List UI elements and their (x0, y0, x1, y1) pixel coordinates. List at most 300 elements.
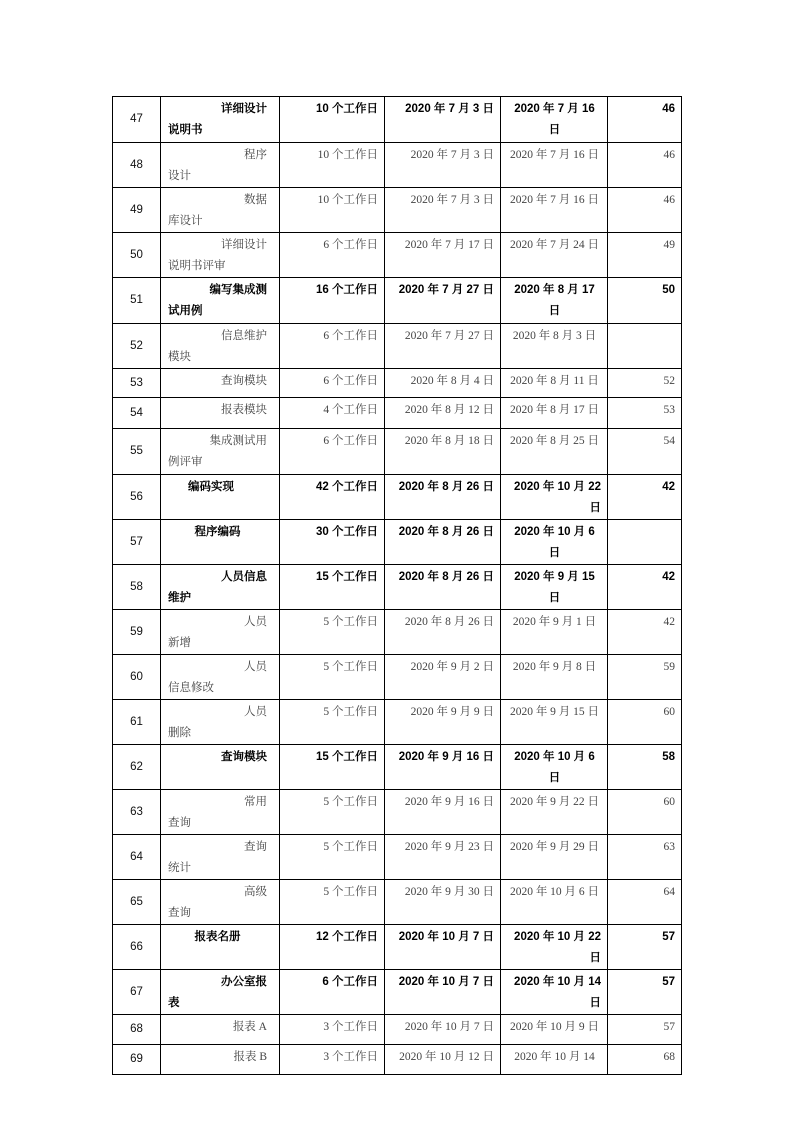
task-name-line2: 模块 (168, 351, 191, 363)
start-date: 2020 年 7 月 3 日 (405, 103, 494, 115)
task-id: 53 (130, 376, 143, 389)
task-name-line1: 详细设计 (221, 239, 267, 251)
task-name-line1: 人员 (244, 616, 267, 628)
end-date: 2020 年 8 月 3 日 (512, 330, 597, 342)
start-date-cell (385, 655, 501, 700)
predecessor: 49 (663, 239, 675, 251)
duration-cell (280, 610, 385, 655)
task-id: 55 (130, 445, 143, 457)
end-date: 2020 年 10 月 14 (514, 1051, 595, 1063)
start-date: 2020 年 9 月 9 日 (410, 706, 494, 718)
task-name-line1: 人员信息 (221, 571, 267, 583)
task-id-cell (113, 188, 161, 233)
end-date-wrap: 日 (589, 952, 601, 964)
duration-cell (280, 475, 385, 520)
duration: 15 个工作日 (316, 571, 378, 583)
task-name-cell (161, 520, 280, 565)
predecessor: 64 (663, 886, 675, 898)
task-id: 64 (130, 850, 143, 863)
task-name-line2: 查询 (168, 817, 191, 829)
end-date-cell (501, 475, 608, 520)
task-id-cell (113, 520, 161, 565)
start-date: 2020 年 9 月 30 日 (404, 886, 494, 898)
predecessor-cell (608, 835, 682, 880)
task-name-cell (161, 925, 280, 970)
start-date: 2020 年 9 月 16 日 (404, 796, 494, 808)
predecessor: 68 (663, 1051, 675, 1063)
predecessor: 57 (662, 931, 675, 943)
task-name-line1: 报表模块 (221, 404, 267, 416)
predecessor-cell (608, 233, 682, 278)
table-row (113, 880, 682, 925)
task-name-line1: 集成测试用 (209, 435, 267, 447)
task-id: 61 (130, 715, 143, 728)
task-id-cell (113, 610, 161, 655)
task-id-cell (113, 475, 161, 520)
duration-cell (280, 369, 385, 398)
duration: 5 个工作日 (323, 661, 378, 673)
predecessor-cell (608, 143, 682, 188)
end-date-cell (501, 610, 608, 655)
duration-cell (280, 188, 385, 233)
start-date-cell (385, 835, 501, 880)
end-date: 2020 年 10 月 6 日 (514, 526, 595, 559)
task-name-line1: 人员 (244, 706, 267, 718)
task-name-line1: 办公室报 (221, 976, 267, 988)
table-row (113, 369, 682, 398)
start-date: 2020 年 10 月 12 日 (399, 1051, 494, 1063)
end-date-cell (501, 97, 608, 143)
end-date-cell (501, 369, 608, 398)
predecessor-cell (608, 369, 682, 398)
duration-cell (280, 97, 385, 143)
duration: 5 个工作日 (323, 706, 378, 718)
task-name-line1: 详细设计 (221, 103, 267, 115)
task-id: 48 (130, 158, 143, 171)
task-id-cell (113, 880, 161, 925)
task-id-cell (113, 143, 161, 188)
table-row (113, 324, 682, 369)
task-id: 50 (130, 248, 143, 261)
task-id-cell (113, 970, 161, 1015)
predecessor-cell (608, 188, 682, 233)
task-id-cell (113, 233, 161, 278)
table-row (113, 835, 682, 880)
predecessor-cell (608, 970, 682, 1015)
duration: 6 个工作日 (323, 330, 378, 342)
end-date-cell (501, 970, 608, 1015)
table-row (113, 398, 682, 429)
start-date: 2020 年 9 月 16 日 (398, 751, 494, 763)
task-name-line1: 查询模块 (221, 751, 267, 763)
predecessor-cell (608, 97, 682, 143)
task-id-cell (113, 700, 161, 745)
task-id-cell (113, 745, 161, 790)
predecessor (608, 324, 681, 326)
duration: 10 个工作日 (317, 149, 378, 161)
end-date-cell (501, 880, 608, 925)
task-schedule-table (112, 96, 682, 1075)
start-date: 2020 年 10 月 7 日 (398, 976, 494, 988)
predecessor: 42 (662, 481, 675, 493)
end-date-cell (501, 700, 608, 745)
start-date: 2020 年 9 月 2 日 (410, 661, 494, 673)
predecessor-cell (608, 700, 682, 745)
table-row (113, 925, 682, 970)
task-id: 52 (130, 339, 143, 352)
end-date-cell (501, 1015, 608, 1045)
task-name-line2: 新增 (168, 637, 191, 649)
task-name-cell (161, 143, 280, 188)
end-date-cell (501, 143, 608, 188)
task-name-line1: 报表名册 (194, 931, 241, 943)
table-row (113, 278, 682, 324)
duration: 3 个工作日 (323, 1021, 378, 1033)
predecessor: 46 (663, 194, 675, 206)
task-id: 49 (130, 203, 143, 216)
task-table-body (113, 97, 682, 1075)
start-date: 2020 年 9 月 23 日 (404, 841, 494, 853)
task-name-cell (161, 700, 280, 745)
task-id: 57 (130, 535, 143, 548)
task-name-cell (161, 745, 280, 790)
start-date-cell (385, 745, 501, 790)
end-date-wrap: 日 (589, 502, 601, 514)
start-date-cell (385, 143, 501, 188)
duration: 10 个工作日 (316, 103, 378, 115)
predecessor: 52 (663, 375, 675, 387)
task-name-line2: 删除 (168, 727, 191, 739)
task-id: 59 (130, 625, 143, 638)
table-row (113, 610, 682, 655)
start-date: 2020 年 8 月 4 日 (410, 375, 494, 387)
task-name-line2: 库设计 (168, 215, 203, 227)
start-date-cell (385, 610, 501, 655)
task-name-line2: 例评审 (168, 456, 203, 468)
task-name-line1: 高级 (244, 886, 267, 898)
task-name-cell (161, 880, 280, 925)
duration: 6 个工作日 (322, 976, 378, 988)
duration-cell (280, 655, 385, 700)
predecessor-cell (608, 278, 682, 324)
end-date: 2020 年 10 月 22 (514, 931, 601, 943)
start-date: 2020 年 7 月 27 日 (398, 284, 494, 296)
task-id-cell (113, 655, 161, 700)
duration: 16 个工作日 (316, 284, 378, 296)
duration-cell (280, 745, 385, 790)
end-date-cell (501, 429, 608, 475)
start-date: 2020 年 8 月 26 日 (398, 481, 494, 493)
duration: 3 个工作日 (323, 1051, 378, 1063)
table-row (113, 700, 682, 745)
table-row (113, 745, 682, 790)
start-date-cell (385, 97, 501, 143)
table-row (113, 790, 682, 835)
task-name-cell (161, 369, 280, 398)
task-id: 68 (130, 1023, 143, 1035)
start-date-cell (385, 278, 501, 324)
task-name-cell (161, 790, 280, 835)
end-date-cell (501, 1045, 608, 1075)
task-name-line1: 程序编码 (194, 526, 241, 538)
end-date-cell (501, 398, 608, 429)
start-date-cell (385, 369, 501, 398)
end-date: 2020 年 7 月 16 日 (509, 194, 600, 206)
task-id: 58 (130, 580, 143, 593)
start-date: 2020 年 8 月 26 日 (398, 526, 494, 538)
predecessor: 60 (663, 796, 675, 808)
task-name-line2: 信息修改 (168, 682, 214, 694)
task-id: 54 (130, 406, 143, 419)
task-id-cell (113, 97, 161, 143)
predecessor: 42 (663, 616, 675, 628)
table-row (113, 565, 682, 610)
start-date-cell (385, 188, 501, 233)
end-date-cell (501, 278, 608, 324)
task-id-cell (113, 398, 161, 429)
task-name-line1: 程序 (244, 149, 267, 161)
start-date-cell (385, 324, 501, 369)
end-date: 2020 年 7 月 24 日 (509, 239, 600, 251)
start-date: 2020 年 7 月 27 日 (404, 330, 494, 342)
task-id-cell (113, 278, 161, 324)
start-date-cell (385, 700, 501, 745)
end-date-cell (501, 745, 608, 790)
duration-cell (280, 520, 385, 565)
table-row (113, 475, 682, 520)
start-date: 2020 年 8 月 26 日 (404, 616, 494, 628)
start-date: 2020 年 10 月 7 日 (404, 1021, 494, 1033)
task-id-cell (113, 565, 161, 610)
predecessor: 42 (662, 571, 675, 583)
start-date-cell (385, 475, 501, 520)
task-name-line2: 表 (168, 997, 180, 1009)
duration-cell (280, 880, 385, 925)
duration: 6 个工作日 (323, 239, 378, 251)
task-name-line2: 设计 (168, 170, 191, 182)
duration: 30 个工作日 (316, 526, 378, 538)
table-row (113, 1045, 682, 1075)
start-date-cell (385, 520, 501, 565)
end-date: 2020 年 9 月 15 日 (514, 571, 595, 604)
end-date: 2020 年 8 月 17 日 (509, 404, 600, 416)
task-name-cell (161, 398, 280, 429)
predecessor-cell (608, 475, 682, 520)
task-id-cell (113, 835, 161, 880)
predecessor (608, 520, 681, 522)
end-date: 2020 年 10 月 14 (514, 976, 601, 988)
predecessor-cell (608, 655, 682, 700)
task-name-line2: 说明书评审 (168, 260, 226, 272)
task-name-cell (161, 655, 280, 700)
task-name-line2: 统计 (168, 862, 191, 874)
task-name-cell (161, 233, 280, 278)
table-row (113, 970, 682, 1015)
task-id: 47 (130, 113, 143, 125)
start-date-cell (385, 790, 501, 835)
end-date-cell (501, 324, 608, 369)
end-date-wrap: 日 (589, 997, 601, 1009)
predecessor-cell (608, 520, 682, 565)
task-name-cell (161, 429, 280, 475)
table-row (113, 655, 682, 700)
task-name-line1: 数据 (244, 194, 267, 206)
task-id: 60 (130, 670, 143, 683)
predecessor: 53 (663, 404, 675, 416)
duration-cell (280, 1045, 385, 1075)
task-name-line2: 维护 (168, 592, 191, 604)
duration-cell (280, 233, 385, 278)
task-id-cell (113, 369, 161, 398)
start-date: 2020 年 8 月 18 日 (404, 435, 494, 447)
task-name-cell (161, 970, 280, 1015)
end-date: 2020 年 9 月 29 日 (509, 841, 600, 853)
predecessor: 60 (663, 706, 675, 718)
task-name-line2: 说明书 (168, 124, 203, 136)
end-date-cell (501, 925, 608, 970)
task-id: 66 (130, 940, 143, 953)
end-date-cell (501, 565, 608, 610)
task-id-cell (113, 925, 161, 970)
duration: 15 个工作日 (316, 751, 378, 763)
end-date: 2020 年 10 月 22 (514, 481, 601, 493)
duration-cell (280, 429, 385, 475)
task-id-cell (113, 324, 161, 369)
duration-cell (280, 324, 385, 369)
predecessor-cell (608, 880, 682, 925)
task-id-cell (113, 1015, 161, 1045)
start-date-cell (385, 1045, 501, 1075)
task-name-line1: 常用 (244, 796, 267, 808)
duration: 10 个工作日 (317, 194, 378, 206)
predecessor: 63 (663, 841, 675, 853)
task-id: 51 (130, 294, 143, 306)
task-id-cell (113, 790, 161, 835)
predecessor-cell (608, 324, 682, 369)
duration-cell (280, 790, 385, 835)
predecessor: 58 (662, 751, 675, 763)
start-date-cell (385, 1015, 501, 1045)
end-date: 2020 年 9 月 8 日 (512, 661, 597, 673)
task-id: 56 (130, 490, 143, 503)
duration: 6 个工作日 (323, 375, 378, 387)
task-name-line1: 报表 A (232, 1021, 267, 1033)
duration-cell (280, 1015, 385, 1045)
task-id-cell (113, 429, 161, 475)
predecessor: 54 (663, 435, 675, 447)
predecessor: 50 (662, 284, 675, 296)
end-date: 2020 年 10 月 6 日 (514, 751, 595, 784)
start-date: 2020 年 8 月 12 日 (404, 404, 494, 416)
end-date: 2020 年 7 月 16 日 (514, 103, 595, 136)
task-name-cell (161, 1015, 280, 1045)
end-date-cell (501, 835, 608, 880)
task-name-line1: 信息维护 (221, 330, 267, 342)
task-name-line1: 报表 B (233, 1051, 267, 1063)
predecessor-cell (608, 398, 682, 429)
duration-cell (280, 143, 385, 188)
predecessor-cell (608, 565, 682, 610)
start-date: 2020 年 7 月 3 日 (410, 194, 494, 206)
end-date: 2020 年 7 月 16 日 (509, 149, 600, 161)
duration-cell (280, 925, 385, 970)
table-row (113, 97, 682, 143)
duration: 42 个工作日 (316, 481, 378, 493)
duration: 12 个工作日 (316, 931, 378, 943)
predecessor: 46 (663, 149, 675, 161)
duration: 5 个工作日 (323, 616, 378, 628)
predecessor-cell (608, 1045, 682, 1075)
duration-cell (280, 835, 385, 880)
task-id-cell (113, 1045, 161, 1075)
start-date: 2020 年 10 月 7 日 (398, 931, 494, 943)
start-date: 2020 年 7 月 17 日 (404, 239, 494, 251)
end-date: 2020 年 10 月 6 日 (509, 886, 600, 898)
task-id: 67 (130, 985, 143, 998)
end-date-cell (501, 520, 608, 565)
start-date-cell (385, 925, 501, 970)
duration: 5 个工作日 (323, 796, 378, 808)
end-date-cell (501, 233, 608, 278)
table-row (113, 1015, 682, 1045)
predecessor-cell (608, 1015, 682, 1045)
end-date: 2020 年 8 月 17 日 (514, 284, 595, 317)
start-date-cell (385, 429, 501, 475)
table-row (113, 429, 682, 475)
end-date: 2020 年 9 月 1 日 (512, 616, 597, 628)
task-id: 62 (130, 760, 143, 773)
duration: 4 个工作日 (323, 404, 378, 416)
end-date-cell (501, 188, 608, 233)
predecessor-cell (608, 745, 682, 790)
task-name-cell (161, 188, 280, 233)
end-date-cell (501, 790, 608, 835)
predecessor-cell (608, 790, 682, 835)
predecessor-cell (608, 610, 682, 655)
duration: 6 个工作日 (323, 435, 378, 447)
end-date: 2020 年 8 月 11 日 (510, 375, 599, 387)
table-row (113, 143, 682, 188)
task-id: 69 (130, 1053, 143, 1065)
start-date-cell (385, 970, 501, 1015)
start-date-cell (385, 880, 501, 925)
end-date-cell (501, 655, 608, 700)
duration-cell (280, 970, 385, 1015)
duration-cell (280, 700, 385, 745)
task-name-cell (161, 610, 280, 655)
table-row (113, 520, 682, 565)
predecessor: 59 (663, 661, 675, 673)
predecessor-cell (608, 429, 682, 475)
start-date: 2020 年 7 月 3 日 (410, 149, 494, 161)
duration: 5 个工作日 (323, 886, 378, 898)
table-row (113, 188, 682, 233)
predecessor-cell (608, 925, 682, 970)
end-date: 2020 年 8 月 25 日 (509, 435, 600, 447)
task-name-cell (161, 1045, 280, 1075)
duration-cell (280, 565, 385, 610)
table-row (113, 233, 682, 278)
task-name-line1: 查询 (244, 841, 267, 853)
start-date-cell (385, 565, 501, 610)
task-id: 63 (130, 805, 143, 818)
duration-cell (280, 278, 385, 324)
task-name-line2: 试用例 (168, 305, 203, 317)
end-date: 2020 年 9 月 22 日 (509, 796, 600, 808)
task-name-cell (161, 278, 280, 324)
task-id: 65 (130, 895, 143, 908)
start-date-cell (385, 233, 501, 278)
